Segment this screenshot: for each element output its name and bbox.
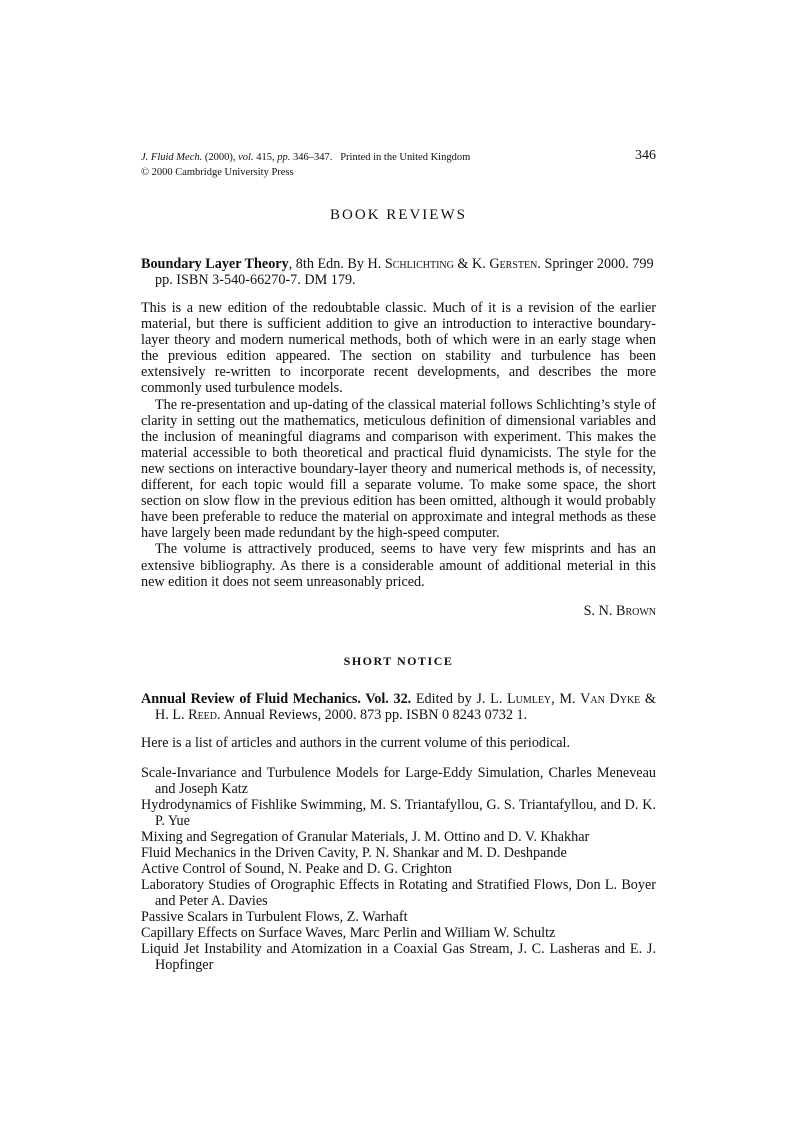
review-paragraph: The volume is attractively produced, seems to have very few misprints and has an extensive bibliography. As there is a considerable amount of additional meterial in this new edition it does not seem unreasonably priced. — [141, 541, 656, 590]
running-header — [141, 150, 656, 182]
article-entry: Passive Scalars in Turbulent Flows, Z. Warhaft — [141, 908, 408, 925]
editor-separator: & H. L. — [155, 690, 656, 723]
notice-intro: Here is a list of articles and authors in the current volume of this periodical. — [141, 734, 571, 751]
editor-van-dyke: Van Dyke — [580, 690, 641, 707]
printed-note: Printed in the United Kingdom — [340, 152, 471, 163]
periodical-title: Annual Review of Fluid Mechanics. Vol. 32. — [141, 690, 412, 707]
article-entry: Liquid Jet Instability and Atomization in a Coaxial Gas Stream, J. C. Lasheras and E. J. Hopfinger — [141, 940, 656, 973]
notice-bibliographic-head — [141, 691, 656, 723]
publisher-info: . Springer 2000. 799 pp. ISBN 3-540-66270-7. DM 179. — [155, 256, 654, 288]
article-entry: Scale-Invariance and Turbulence Models for Large-Eddy Simulation, Charles Meneveau and Joseph Katz — [141, 764, 656, 797]
review-bibliographic-head — [141, 256, 656, 288]
editor-separator: , M. — [551, 690, 581, 707]
edition-text: , 8th Edn. By H. — [288, 256, 385, 272]
article-entry: Fluid Mechanics in the Driven Cavity, P. N. Shankar and M. D. Deshpande — [141, 844, 567, 861]
short-notice-title: SHORT NOTICE — [343, 653, 454, 668]
volume-number: 415, — [256, 152, 275, 163]
author-separator: & K. — [453, 256, 490, 272]
article-entry: Mixing and Segregation of Granular Materials, J. M. Ottino and D. V. Khakhar — [141, 828, 590, 845]
review-paragraph: The re-presentation and up-dating of the classical material follows Schlichting’s style of clarity in setting out the mathematics, meticulous definition of dimensional variables and the inclusion of meaningful diagrams and comparison with experiment. This makes the material accessible to both theoretical and practical fluid dynamicists. The style for the new sections on interactive boundary-layer theory and numerical methods is, of necessity, different, for each topic would fill a separate volume. To make some space, the short section on slow flow in the previous edition has been omitted, although it would probably have been preferable to reduce the material on approximate and integral methods as these have largely been made redundant by the high-speed computer. — [141, 396, 656, 542]
pages-label: pp. — [277, 152, 291, 163]
article-list — [141, 765, 656, 973]
reviewer-surname: Brown — [615, 602, 656, 619]
article-entry: Active Control of Sound, N. Peake and D. G. Crighton — [141, 860, 452, 877]
article-entry: Hydrodynamics of Fishlike Swimming, M. S. Triantafyllou, G. S. Triantafyllou, and D. K. P. Yue — [141, 796, 656, 829]
volume-label: vol. — [238, 152, 254, 163]
journal-name: J. Fluid Mech. — [141, 152, 203, 163]
page-range: 346–347. — [292, 152, 333, 163]
book-reviews-title: BOOK REVIEWS — [330, 207, 467, 223]
article-entry: Capillary Effects on Surface Waves, Marc Perlin and William W. Schultz — [141, 924, 556, 941]
reviewer-signature — [141, 603, 656, 620]
article-entry: Laboratory Studies of Orographic Effects in Rotating and Stratified Flows, Don L. Boyer and Peter A. Davies — [141, 876, 656, 909]
copyright-line: © 2000 Cambridge University Press — [141, 167, 294, 178]
book-title: Boundary Layer Theory — [141, 256, 289, 272]
publication-info: . Annual Reviews, 2000. 873 pp. ISBN 0 8243 0732 1. — [217, 706, 528, 723]
short-notice-section — [141, 654, 656, 973]
editor-lumley: Lumley — [506, 690, 552, 707]
journal-year: (2000), — [204, 152, 236, 163]
editor-reed: Reed — [188, 706, 218, 723]
review-body — [141, 300, 656, 590]
author-schlichting: Schlichting — [384, 256, 454, 272]
edited-by-text: Edited by J. L. — [411, 690, 507, 707]
citation-line — [141, 150, 656, 165]
author-gersten: Gersten — [489, 256, 538, 272]
page-number: 346 — [635, 148, 656, 163]
journal-page — [141, 150, 656, 973]
review-paragraph: This is a new edition of the redoubtable classic. Much of it is a revision of the earlier material, but there is sufficient addition to give an introduction to interactive boundary-layer theory and modern numerical methods, both of which were in an early stage when the previous edition appeared. The section on stability and turbulence has been extensively re-written to incorporate recent developments, and describes the more commonly used turbulence models. — [141, 300, 656, 397]
reviewer-initials: S. N. — [583, 602, 616, 619]
